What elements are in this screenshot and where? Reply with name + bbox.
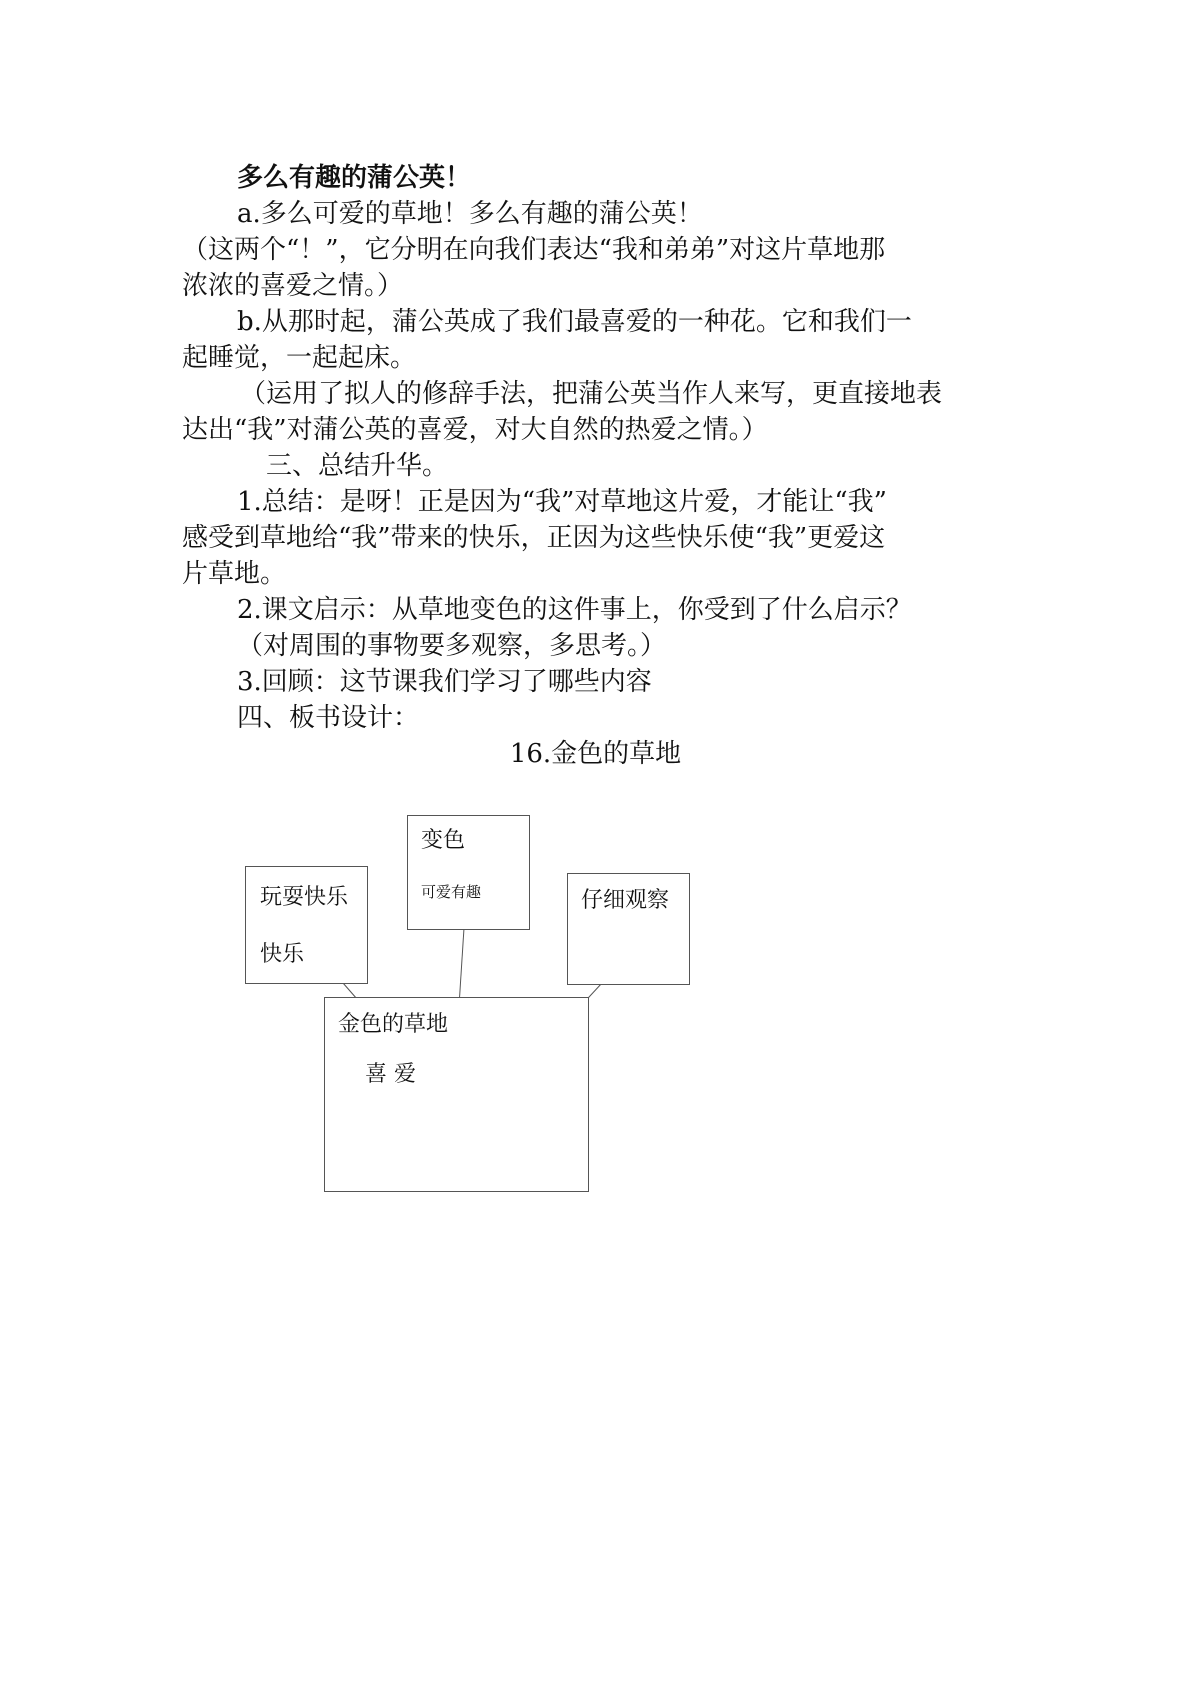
text-line: （对周围的事物要多观察，多思考。）: [237, 631, 667, 661]
box-observe-line1: 仔细观察: [581, 888, 670, 913]
section-heading: 三、总结升华。: [266, 451, 449, 481]
text-line: 片草地。: [182, 559, 287, 589]
text-line: b.从那时起，蒲公英成了我们最喜爱的一种花。它和我们一: [237, 307, 912, 337]
box-main-line1: 金色的草地: [338, 1012, 449, 1037]
text-line: 感受到草地给“我”带来的快乐，正因为这些快乐使“我”更爱这: [182, 523, 886, 553]
board-title: 16.金色的草地: [509, 739, 682, 769]
box-change-line2: 可爱有趣: [421, 883, 482, 901]
box-main-line2: 喜 爱: [365, 1062, 416, 1087]
box-play-line1: 玩耍快乐: [260, 885, 349, 910]
text-line: 3.回顾：这节课我们学习了哪些内容: [237, 667, 652, 697]
text-line: （运用了拟人的修辞手法，把蒲公英当作人来写，更直接地表: [240, 379, 943, 409]
text-line: 达出“我”对蒲公英的喜爱，对大自然的热爱之情。）: [182, 415, 768, 445]
section-heading: 四、板书设计：: [237, 703, 420, 733]
text-line: （这两个“！”，它分明在向我们表达“我和弟弟”对这片草地那: [182, 235, 886, 265]
heading-dandelion: 多么有趣的蒲公英！: [237, 163, 472, 193]
box-change-line1: 变色: [421, 828, 466, 853]
box-play-line2: 快乐: [260, 942, 305, 967]
text-line: a.多么可爱的草地！多么有趣的蒲公英！: [237, 199, 703, 229]
text-line: 浓浓的喜爱之情。）: [182, 271, 404, 301]
text-line: 起睡觉，一起起床。: [182, 343, 417, 373]
text-line: 1.总结：是呀！正是因为“我”对草地这片爱，才能让“我”: [237, 487, 887, 517]
text-line: 2.课文启示：从草地变色的这件事上，你受到了什么启示？: [237, 595, 912, 625]
